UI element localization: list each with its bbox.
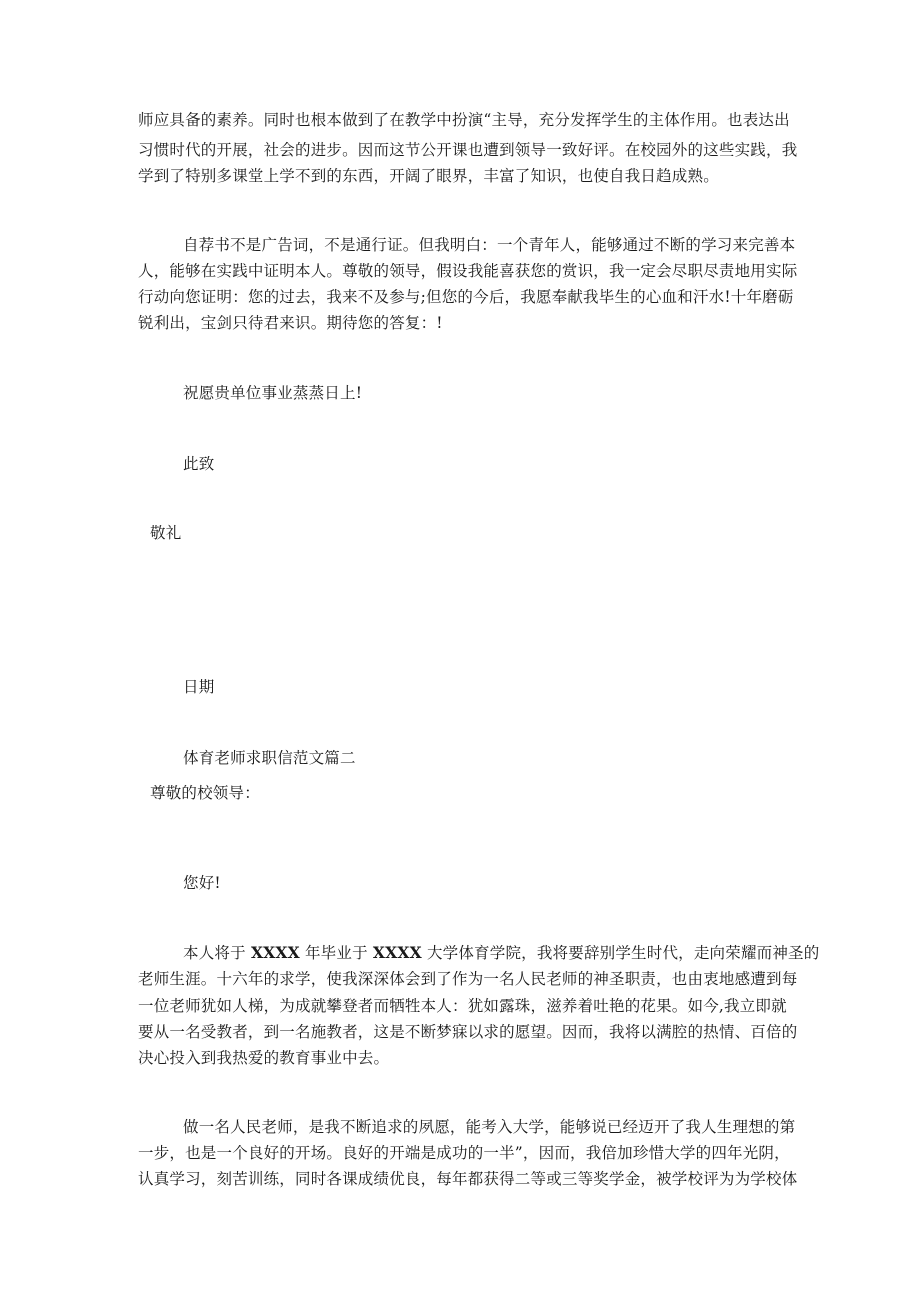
closing-jingli: 敬礼	[150, 524, 182, 542]
closing-date: 日期	[183, 678, 215, 696]
section-title: 体育老师求职信范文篇二	[183, 749, 356, 767]
paragraph-line: 人，能够在实践中证明本人。尊敬的领导，假设我能喜获您的赏识，我一定会尽职尽责地用实际	[138, 262, 798, 280]
paragraph-line: 锐利出，宝剑只待君来识。期待您的答复：!	[138, 314, 443, 332]
closing-wish: 祝愿贵单位事业蒸蒸日上!	[183, 384, 363, 402]
salutation: 尊敬的校领导：	[150, 784, 260, 802]
paragraph-line: 师应具备的素养。同时也根本做到了在教学中扮演“主导，充分发挥学生的主体作用。也表达出	[138, 111, 790, 129]
school-placeholder: XXXX	[372, 943, 422, 962]
paragraph-line: 做一名人民老师，是我不断追求的夙愿，能考入大学，能够说已经迈开了我人生理想的第	[183, 1118, 796, 1136]
year-placeholder: XXXX	[250, 943, 300, 962]
text-fragment: 本人将于	[183, 944, 251, 962]
paragraph-line: 一步，也是一个良好的开场。良好的开端是成功的一半”，因而，我倍加珍惜大学的四年光阴，	[138, 1144, 790, 1162]
paragraph-line: 一位老师犹如人梯，为成就攀登者而牺牲本人：犹如露珠，滋养着吐艳的花果。如今,我立即就	[138, 997, 787, 1015]
paragraph-line: 要从一名受教者，到一名施教者，这是不断梦寐以求的愿望。因而，我将以满腔的热情、百倍的	[138, 1023, 798, 1041]
greeting: 您好!	[183, 874, 221, 892]
paragraph-line: 自荐书不是广告词，不是通行证。但我明白：一个青年人，能够通过不断的学习来完善本	[183, 236, 796, 254]
paragraph-line: 学到了特别多课堂上学不到的东西，开阔了眼界，丰富了知识，也使自我日趋成熟。	[138, 167, 719, 185]
closing-cizhi: 此致	[183, 455, 215, 473]
paragraph-line: 习惯时代的开展，社会的进步。因而这节公开课也遭到领导一致好评。在校园外的这些实践，我	[138, 141, 798, 159]
paragraph-line: 老师生涯。十六年的求学，使我深深体会到了作为一名人民老师的神圣职责，也由衷地感遭到每	[138, 970, 798, 988]
paragraph-line: 决心投入到我热爱的教育事业中去。	[138, 1049, 390, 1067]
text-fragment: 大学体育学院，我将要辞别学生时代，走向荣耀而神圣的	[421, 944, 820, 962]
paragraph-line: 认真学习，刻苦训练，同时各课成绩优良，每年都获得二等或三等奖学金，被学校评为为学校体	[138, 1170, 798, 1188]
text-fragment: 年毕业于	[299, 944, 373, 962]
paragraph-line: 行动向您证明：您的过去，我来不及参与;但您的今后，我愿奉献我毕生的心血和汗水!十年磨砺	[138, 288, 794, 306]
paragraph-line	[183, 940, 819, 966]
